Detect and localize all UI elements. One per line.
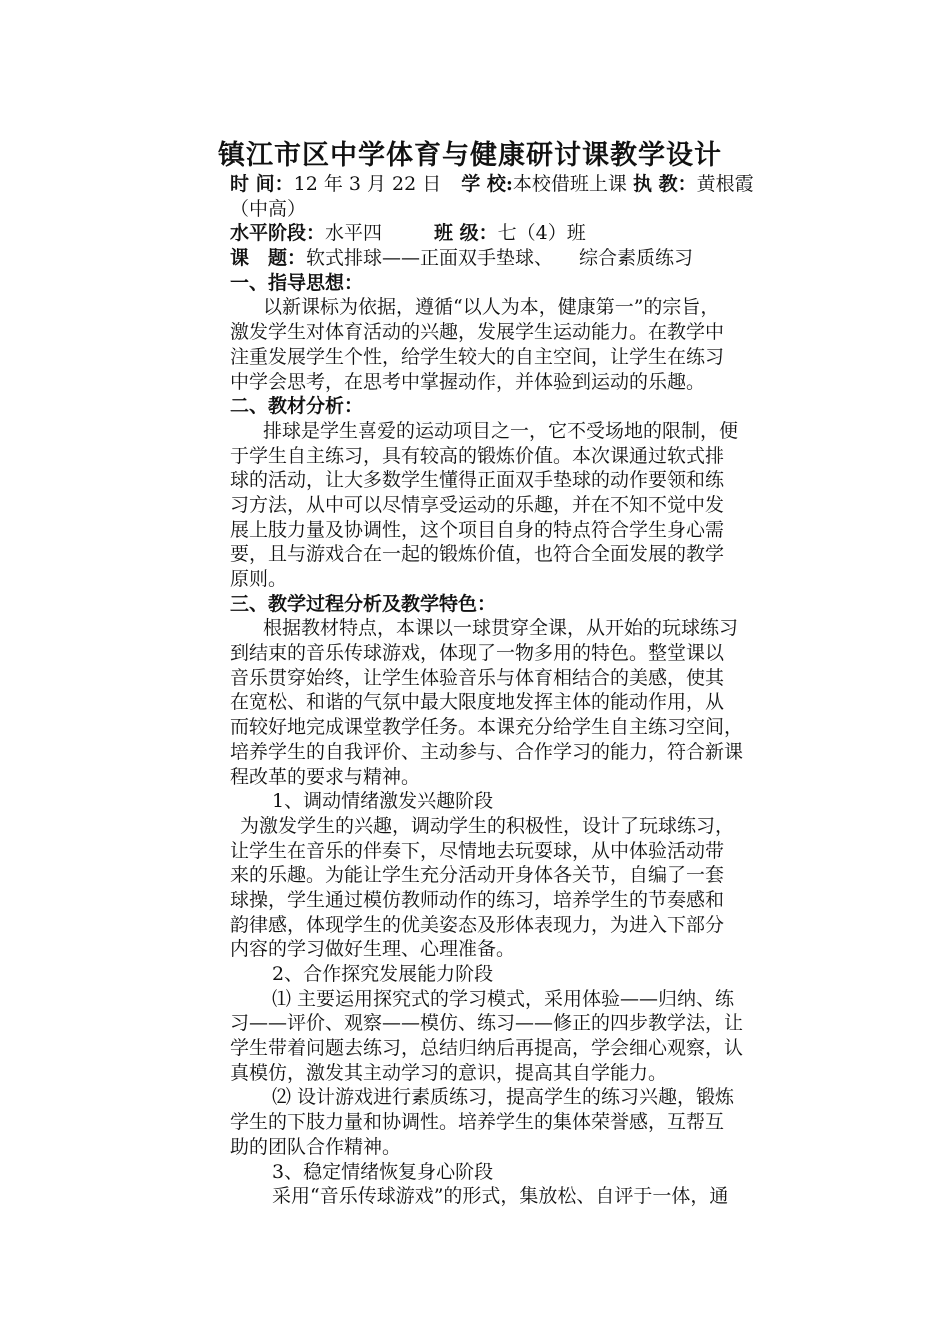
school-label: 学 校: <box>461 173 513 195</box>
topic-label: 课 题： <box>230 247 307 270</box>
stage-2a-line: 真模仿，激发其主动学习的意识，提高其自学能力。 <box>230 1061 668 1084</box>
class-value: 七（4）班 <box>497 222 586 245</box>
time-value: 12 年 3 月 22 日 <box>293 173 442 195</box>
teacher-note: （中高） <box>230 197 307 220</box>
section-1-line: 中学会思考，在思考中掌握动作，并体验到运动的乐趣。 <box>230 370 706 393</box>
level-value: 水平四 <box>325 222 383 245</box>
stage-1-line: 内容的学习做好生理、心理准备。 <box>230 938 516 961</box>
stage-1-line: 来的乐趣。为能让学生充分活动开身体各关节，自编了一套 <box>230 864 725 887</box>
section-3-line: 程改革的要求与精神。 <box>230 765 421 788</box>
stage-1-title: 1、调动情绪激发兴趣阶段 <box>272 790 494 813</box>
stage-3-line: 采用“音乐传球游戏”的形式，集放松、自评于一体，通 <box>272 1185 729 1208</box>
section-3-line: 音乐贯穿始终，让学生体验音乐与体育相结合的美感，使其 <box>230 666 725 689</box>
section-3-line: 根据教材特点，本课以一球贯穿全课，从开始的玩球练习 <box>263 617 739 640</box>
section-2-line: 于学生自主练习，具有较高的锻炼价值。本次课通过软式排 <box>230 444 725 467</box>
stage-2-title: 2、合作探究发展能力阶段 <box>272 963 494 985</box>
section-2-line: 展上肢力量及协调性，这个项目自身的特点符合学生身心需 <box>230 518 725 541</box>
teacher-label: 执 教： <box>632 173 697 195</box>
section-3-line: 而较好地完成课堂教学任务。本课充分给学生自主练习空间， <box>230 716 744 739</box>
section-3-line: 在宽松、和谐的气氛中最大限度地发挥主体的能动作用，从 <box>230 691 725 714</box>
class-label: 班 级： <box>434 222 498 245</box>
meta-line-2 <box>230 221 820 246</box>
stage-1-line: 为激发学生的兴趣，调动学生的积极性，设计了玩球练习， <box>240 814 735 837</box>
stage-2a-line: ⑴ 主要运用探究式的学习模式，采用体验——归纳、练 <box>272 987 735 1010</box>
section-1-heading: 一、指导思想： <box>230 271 364 294</box>
stage-3-title: 3、稳定情绪恢复身心阶段 <box>272 1160 494 1183</box>
level-label: 水平阶段： <box>230 222 326 245</box>
meta-line-1 <box>230 172 820 197</box>
document-body <box>230 172 820 1209</box>
document-title: 镇江市区中学体育与健康研讨课教学设计 <box>218 140 722 171</box>
stage-1-line: 让学生在音乐的伴奏下，尽情地去玩耍球，从中体验活动带 <box>230 839 725 862</box>
stage-2b-line: ⑵ 设计游戏进行素质练习，提高学生的练习兴趣，锻炼 <box>272 1086 735 1109</box>
teacher-value: 黄根霞 <box>696 173 754 195</box>
time-label: 时 间： <box>230 173 294 195</box>
school-value: 本校借班上课 <box>512 173 627 195</box>
section-2-heading: 二、教材分析： <box>230 395 364 418</box>
section-1-line: 注重发展学生个性，给学生较大的自主空间，让学生在练习 <box>230 345 725 368</box>
stage-2b-line: 学生的下肢力量和协调性。培养学生的集体荣誉感，互帮互 <box>230 1111 725 1134</box>
section-2-line: 要，且与游戏合在一起的锻炼价值，也符合全面发展的教学 <box>230 543 725 566</box>
section-3-line: 培养学生的自我评价、主动参与、合作学习的能力，符合新课 <box>230 740 744 763</box>
section-1-line: 以新课标为依据，遵循“以人为本，健康第一”的宗旨， <box>263 296 720 319</box>
section-2-line: 习方法，从中可以尽情享受运动的乐趣，并在不知不觉中发 <box>230 493 725 516</box>
stage-1-line: 韵律感，体现学生的优美姿态及形体表现力，为进入下部分 <box>230 913 725 936</box>
stage-2a-line: 学生带着问题去练习，总结归纳后再提高，学会细心观察，认 <box>230 1037 744 1060</box>
section-2-line: 原则。 <box>230 568 288 590</box>
section-3-line: 到结束的音乐传球游戏，体现了一物多用的特色。整堂课以 <box>230 642 725 665</box>
topic-value-2: 综合素质练习 <box>579 247 694 270</box>
stage-1-line: 球操，学生通过模仿教师动作的练习，培养学生的节奏感和 <box>230 888 725 911</box>
section-2-line: 球的活动，让大多数学生懂得正面双手垫球的动作要领和练 <box>230 469 725 492</box>
topic-value: 软式排球——正面双手垫球、 <box>306 247 554 270</box>
section-3-heading: 三、教学过程分析及教学特色： <box>230 592 497 615</box>
section-1-line: 激发学生对体育活动的兴趣，发展学生运动能力。在教学中 <box>230 321 725 344</box>
stage-2b-line: 助的团队合作精神。 <box>230 1135 402 1158</box>
section-2-line: 排球是学生喜爱的运动项目之一，它不受场地的限制，便 <box>263 419 739 442</box>
stage-2a-line: 习——评价、观察——模仿、练习——修正的四步教学法，让 <box>230 1012 744 1035</box>
meta-line-3 <box>230 246 820 271</box>
